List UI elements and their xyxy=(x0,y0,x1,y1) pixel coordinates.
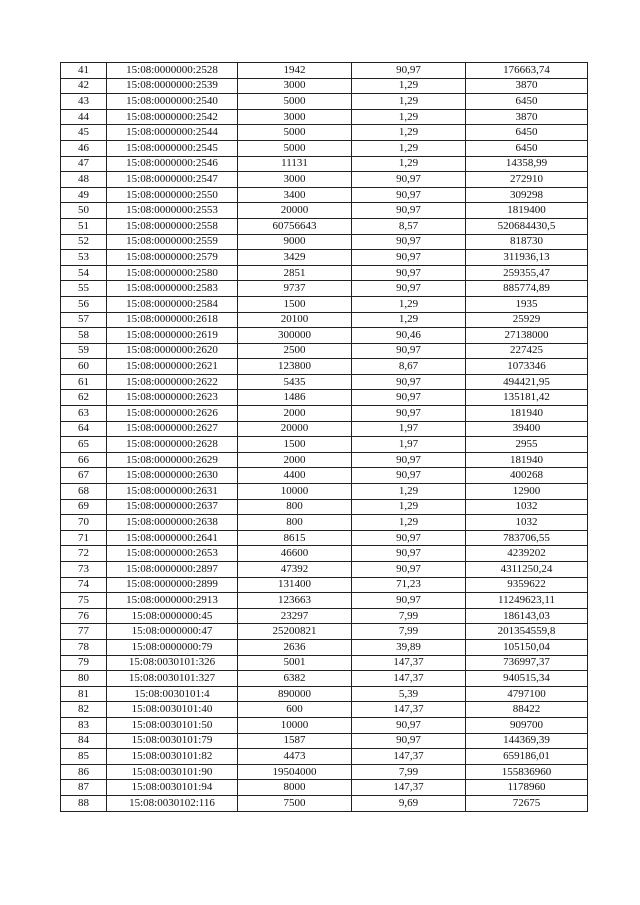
area-cell: 123800 xyxy=(238,359,352,375)
table-row xyxy=(61,406,588,422)
cadastral-number-cell: 15:08:0000000:2621 xyxy=(107,359,238,375)
table-row xyxy=(61,296,588,312)
row-number-cell: 77 xyxy=(61,624,107,640)
value-cell: 1073346 xyxy=(466,359,588,375)
rate-cell: 90,46 xyxy=(352,328,466,344)
cadastral-number-cell: 15:08:0000000:2627 xyxy=(107,421,238,437)
table-row xyxy=(61,281,588,297)
area-cell: 1500 xyxy=(238,437,352,453)
cadastral-number-cell: 15:08:0000000:2637 xyxy=(107,499,238,515)
table-row xyxy=(61,156,588,172)
area-cell: 8000 xyxy=(238,780,352,796)
table-row xyxy=(61,125,588,141)
table-row xyxy=(61,250,588,266)
table-row xyxy=(61,203,588,219)
value-cell: 3870 xyxy=(466,78,588,94)
row-number-cell: 60 xyxy=(61,359,107,375)
value-cell: 27138000 xyxy=(466,328,588,344)
rate-cell: 147,37 xyxy=(352,780,466,796)
rate-cell: 90,97 xyxy=(352,406,466,422)
value-cell: 155836960 xyxy=(466,764,588,780)
row-number-cell: 87 xyxy=(61,780,107,796)
table-row xyxy=(61,218,588,234)
row-number-cell: 72 xyxy=(61,546,107,562)
value-cell: 659186,01 xyxy=(466,749,588,765)
rate-cell: 1,29 xyxy=(352,156,466,172)
area-cell: 2851 xyxy=(238,265,352,281)
row-number-cell: 70 xyxy=(61,515,107,531)
area-cell: 1486 xyxy=(238,390,352,406)
row-number-cell: 69 xyxy=(61,499,107,515)
row-number-cell: 59 xyxy=(61,343,107,359)
row-number-cell: 49 xyxy=(61,187,107,203)
row-number-cell: 44 xyxy=(61,109,107,125)
row-number-cell: 46 xyxy=(61,140,107,156)
cadastral-number-cell: 15:08:0000000:2580 xyxy=(107,265,238,281)
table-row xyxy=(61,530,588,546)
area-cell: 1942 xyxy=(238,63,352,79)
table-row xyxy=(61,172,588,188)
cadastral-number-cell: 15:08:0030101:327 xyxy=(107,671,238,687)
rate-cell: 90,97 xyxy=(352,593,466,609)
cadastral-number-cell: 15:08:0000000:2579 xyxy=(107,250,238,266)
value-cell: 272910 xyxy=(466,172,588,188)
value-cell: 311936,13 xyxy=(466,250,588,266)
value-cell: 201354559,8 xyxy=(466,624,588,640)
cadastral-number-cell: 15:08:0000000:2584 xyxy=(107,296,238,312)
cadastral-number-cell: 15:08:0000000:2583 xyxy=(107,281,238,297)
table-row xyxy=(61,187,588,203)
rate-cell: 1,29 xyxy=(352,312,466,328)
area-cell: 2000 xyxy=(238,406,352,422)
rate-cell: 39,89 xyxy=(352,639,466,655)
rate-cell: 90,97 xyxy=(352,234,466,250)
value-cell: 940515,34 xyxy=(466,671,588,687)
rate-cell: 90,97 xyxy=(352,374,466,390)
rate-cell: 90,97 xyxy=(352,530,466,546)
rate-cell: 1,29 xyxy=(352,515,466,531)
row-number-cell: 74 xyxy=(61,577,107,593)
area-cell: 2500 xyxy=(238,343,352,359)
cadastral-number-cell: 15:08:0000000:2528 xyxy=(107,63,238,79)
value-cell: 11249623,11 xyxy=(466,593,588,609)
area-cell: 1587 xyxy=(238,733,352,749)
rate-cell: 1,97 xyxy=(352,437,466,453)
area-cell: 20100 xyxy=(238,312,352,328)
cadastral-number-cell: 15:08:0000000:2539 xyxy=(107,78,238,94)
area-cell: 20000 xyxy=(238,203,352,219)
cadastral-number-cell: 15:08:0000000:2630 xyxy=(107,468,238,484)
rate-cell: 1,29 xyxy=(352,94,466,110)
cadastral-number-cell: 15:08:0030101:79 xyxy=(107,733,238,749)
table-row xyxy=(61,468,588,484)
cadastral-number-cell: 15:08:0000000:2641 xyxy=(107,530,238,546)
rate-cell: 7,99 xyxy=(352,764,466,780)
value-cell: 12900 xyxy=(466,484,588,500)
table-row xyxy=(61,639,588,655)
area-cell: 10000 xyxy=(238,717,352,733)
rate-cell: 1,97 xyxy=(352,421,466,437)
cadastral-number-cell: 15:08:0000000:2626 xyxy=(107,406,238,422)
table-row xyxy=(61,624,588,640)
row-number-cell: 79 xyxy=(61,655,107,671)
cadastral-number-cell: 15:08:0000000:2638 xyxy=(107,515,238,531)
rate-cell: 90,97 xyxy=(352,343,466,359)
area-cell: 6382 xyxy=(238,671,352,687)
cadastral-number-cell: 15:08:0000000:2550 xyxy=(107,187,238,203)
table-row xyxy=(61,499,588,515)
table-row xyxy=(61,749,588,765)
rate-cell: 71,23 xyxy=(352,577,466,593)
cadastral-value-table xyxy=(60,62,588,812)
area-cell: 1500 xyxy=(238,296,352,312)
table-row xyxy=(61,764,588,780)
table-row xyxy=(61,328,588,344)
value-cell: 736997,37 xyxy=(466,655,588,671)
table-body xyxy=(61,63,588,812)
value-cell: 259355,47 xyxy=(466,265,588,281)
row-number-cell: 86 xyxy=(61,764,107,780)
area-cell: 9737 xyxy=(238,281,352,297)
area-cell: 19504000 xyxy=(238,764,352,780)
row-number-cell: 55 xyxy=(61,281,107,297)
value-cell: 105150,04 xyxy=(466,639,588,655)
value-cell: 14358,99 xyxy=(466,156,588,172)
area-cell: 5001 xyxy=(238,655,352,671)
rate-cell: 147,37 xyxy=(352,702,466,718)
row-number-cell: 73 xyxy=(61,562,107,578)
rate-cell: 90,97 xyxy=(352,562,466,578)
row-number-cell: 75 xyxy=(61,593,107,609)
rate-cell: 147,37 xyxy=(352,749,466,765)
rate-cell: 1,29 xyxy=(352,125,466,141)
rate-cell: 147,37 xyxy=(352,671,466,687)
table-row xyxy=(61,140,588,156)
cadastral-number-cell: 15:08:0000000:2897 xyxy=(107,562,238,578)
cadastral-number-cell: 15:08:0000000:2558 xyxy=(107,218,238,234)
value-cell: 227425 xyxy=(466,343,588,359)
area-cell: 5000 xyxy=(238,125,352,141)
value-cell: 144369,39 xyxy=(466,733,588,749)
rate-cell: 1,29 xyxy=(352,296,466,312)
rate-cell: 90,97 xyxy=(352,452,466,468)
area-cell: 47392 xyxy=(238,562,352,578)
value-cell: 39400 xyxy=(466,421,588,437)
area-cell: 10000 xyxy=(238,484,352,500)
row-number-cell: 68 xyxy=(61,484,107,500)
table-row xyxy=(61,265,588,281)
area-cell: 5000 xyxy=(238,140,352,156)
rate-cell: 90,97 xyxy=(352,717,466,733)
value-cell: 135181,42 xyxy=(466,390,588,406)
table-row xyxy=(61,655,588,671)
row-number-cell: 64 xyxy=(61,421,107,437)
area-cell: 800 xyxy=(238,515,352,531)
row-number-cell: 57 xyxy=(61,312,107,328)
cadastral-number-cell: 15:08:0000000:79 xyxy=(107,639,238,655)
cadastral-number-cell: 15:08:0000000:2623 xyxy=(107,390,238,406)
value-cell: 4239202 xyxy=(466,546,588,562)
table-row xyxy=(61,109,588,125)
area-cell: 3000 xyxy=(238,109,352,125)
table-row xyxy=(61,577,588,593)
table-row xyxy=(61,593,588,609)
row-number-cell: 50 xyxy=(61,203,107,219)
rate-cell: 90,97 xyxy=(352,390,466,406)
rate-cell: 1,29 xyxy=(352,499,466,515)
area-cell: 25200821 xyxy=(238,624,352,640)
table-row xyxy=(61,312,588,328)
table-row xyxy=(61,343,588,359)
area-cell: 3000 xyxy=(238,172,352,188)
table-row xyxy=(61,515,588,531)
row-number-cell: 63 xyxy=(61,406,107,422)
row-number-cell: 58 xyxy=(61,328,107,344)
value-cell: 1935 xyxy=(466,296,588,312)
cadastral-number-cell: 15:08:0030101:90 xyxy=(107,764,238,780)
cadastral-number-cell: 15:08:0000000:2619 xyxy=(107,328,238,344)
rate-cell: 1,29 xyxy=(352,109,466,125)
area-cell: 46600 xyxy=(238,546,352,562)
area-cell: 7500 xyxy=(238,795,352,811)
row-number-cell: 52 xyxy=(61,234,107,250)
cadastral-number-cell: 15:08:0000000:45 xyxy=(107,608,238,624)
table-row xyxy=(61,390,588,406)
value-cell: 6450 xyxy=(466,140,588,156)
row-number-cell: 48 xyxy=(61,172,107,188)
cadastral-number-cell: 15:08:0000000:2618 xyxy=(107,312,238,328)
value-cell: 176663,74 xyxy=(466,63,588,79)
row-number-cell: 45 xyxy=(61,125,107,141)
area-cell: 5000 xyxy=(238,94,352,110)
cadastral-number-cell: 15:08:0000000:2913 xyxy=(107,593,238,609)
row-number-cell: 82 xyxy=(61,702,107,718)
area-cell: 20000 xyxy=(238,421,352,437)
rate-cell: 7,99 xyxy=(352,624,466,640)
value-cell: 4311250,24 xyxy=(466,562,588,578)
value-cell: 25929 xyxy=(466,312,588,328)
value-cell: 9359622 xyxy=(466,577,588,593)
table-row xyxy=(61,671,588,687)
rate-cell: 1,29 xyxy=(352,78,466,94)
rate-cell: 90,97 xyxy=(352,265,466,281)
row-number-cell: 67 xyxy=(61,468,107,484)
value-cell: 181940 xyxy=(466,406,588,422)
rate-cell: 1,29 xyxy=(352,140,466,156)
value-cell: 6450 xyxy=(466,94,588,110)
rate-cell: 90,97 xyxy=(352,172,466,188)
value-cell: 186143,03 xyxy=(466,608,588,624)
cadastral-number-cell: 15:08:0030101:40 xyxy=(107,702,238,718)
area-cell: 9000 xyxy=(238,234,352,250)
rate-cell: 90,97 xyxy=(352,250,466,266)
rate-cell: 90,97 xyxy=(352,187,466,203)
rate-cell: 90,97 xyxy=(352,203,466,219)
row-number-cell: 47 xyxy=(61,156,107,172)
value-cell: 818730 xyxy=(466,234,588,250)
area-cell: 300000 xyxy=(238,328,352,344)
area-cell: 123663 xyxy=(238,593,352,609)
row-number-cell: 81 xyxy=(61,686,107,702)
value-cell: 1819400 xyxy=(466,203,588,219)
rate-cell: 90,97 xyxy=(352,63,466,79)
row-number-cell: 80 xyxy=(61,671,107,687)
cadastral-number-cell: 15:08:0000000:2547 xyxy=(107,172,238,188)
cadastral-number-cell: 15:08:0000000:2542 xyxy=(107,109,238,125)
row-number-cell: 43 xyxy=(61,94,107,110)
area-cell: 800 xyxy=(238,499,352,515)
cadastral-number-cell: 15:08:0000000:2631 xyxy=(107,484,238,500)
row-number-cell: 41 xyxy=(61,63,107,79)
cadastral-number-cell: 15:08:0030101:82 xyxy=(107,749,238,765)
cadastral-number-cell: 15:08:0000000:2553 xyxy=(107,203,238,219)
table-row xyxy=(61,452,588,468)
row-number-cell: 78 xyxy=(61,639,107,655)
table-row xyxy=(61,234,588,250)
value-cell: 88422 xyxy=(466,702,588,718)
cadastral-number-cell: 15:08:0000000:2628 xyxy=(107,437,238,453)
cadastral-number-cell: 15:08:0030102:116 xyxy=(107,795,238,811)
table-row xyxy=(61,421,588,437)
cadastral-number-cell: 15:08:0030101:94 xyxy=(107,780,238,796)
row-number-cell: 56 xyxy=(61,296,107,312)
row-number-cell: 66 xyxy=(61,452,107,468)
value-cell: 72675 xyxy=(466,795,588,811)
area-cell: 23297 xyxy=(238,608,352,624)
table-row xyxy=(61,484,588,500)
table-row xyxy=(61,686,588,702)
rate-cell: 9,69 xyxy=(352,795,466,811)
table-row xyxy=(61,717,588,733)
area-cell: 3400 xyxy=(238,187,352,203)
table-row xyxy=(61,374,588,390)
rate-cell: 8,57 xyxy=(352,218,466,234)
value-cell: 181940 xyxy=(466,452,588,468)
row-number-cell: 84 xyxy=(61,733,107,749)
table-row xyxy=(61,562,588,578)
value-cell: 6450 xyxy=(466,125,588,141)
rate-cell: 90,97 xyxy=(352,281,466,297)
row-number-cell: 42 xyxy=(61,78,107,94)
table-row xyxy=(61,780,588,796)
area-cell: 5435 xyxy=(238,374,352,390)
rate-cell: 7,99 xyxy=(352,608,466,624)
rate-cell: 90,97 xyxy=(352,733,466,749)
value-cell: 783706,55 xyxy=(466,530,588,546)
rate-cell: 5,39 xyxy=(352,686,466,702)
row-number-cell: 76 xyxy=(61,608,107,624)
rate-cell: 8,67 xyxy=(352,359,466,375)
value-cell: 1032 xyxy=(466,499,588,515)
table-row xyxy=(61,795,588,811)
cadastral-number-cell: 15:08:0000000:47 xyxy=(107,624,238,640)
table-row xyxy=(61,94,588,110)
row-number-cell: 54 xyxy=(61,265,107,281)
area-cell: 2636 xyxy=(238,639,352,655)
cadastral-number-cell: 15:08:0000000:2545 xyxy=(107,140,238,156)
table-row xyxy=(61,359,588,375)
row-number-cell: 53 xyxy=(61,250,107,266)
area-cell: 4473 xyxy=(238,749,352,765)
area-cell: 3429 xyxy=(238,250,352,266)
value-cell: 520684430,5 xyxy=(466,218,588,234)
row-number-cell: 83 xyxy=(61,717,107,733)
value-cell: 400268 xyxy=(466,468,588,484)
cadastral-number-cell: 15:08:0000000:2544 xyxy=(107,125,238,141)
table-row xyxy=(61,733,588,749)
table-row xyxy=(61,437,588,453)
cadastral-number-cell: 15:08:0000000:2540 xyxy=(107,94,238,110)
table-row xyxy=(61,702,588,718)
row-number-cell: 61 xyxy=(61,374,107,390)
rate-cell: 147,37 xyxy=(352,655,466,671)
cadastral-number-cell: 15:08:0030101:326 xyxy=(107,655,238,671)
cadastral-number-cell: 15:08:0030101:4 xyxy=(107,686,238,702)
cadastral-number-cell: 15:08:0000000:2559 xyxy=(107,234,238,250)
area-cell: 600 xyxy=(238,702,352,718)
row-number-cell: 88 xyxy=(61,795,107,811)
row-number-cell: 62 xyxy=(61,390,107,406)
value-cell: 885774,89 xyxy=(466,281,588,297)
cadastral-number-cell: 15:08:0000000:2622 xyxy=(107,374,238,390)
cadastral-number-cell: 15:08:0030101:50 xyxy=(107,717,238,733)
row-number-cell: 85 xyxy=(61,749,107,765)
value-cell: 4797100 xyxy=(466,686,588,702)
table-row xyxy=(61,546,588,562)
table-row xyxy=(61,608,588,624)
rate-cell: 90,97 xyxy=(352,546,466,562)
rate-cell: 1,29 xyxy=(352,484,466,500)
cadastral-number-cell: 15:08:0000000:2620 xyxy=(107,343,238,359)
value-cell: 1178960 xyxy=(466,780,588,796)
cadastral-number-cell: 15:08:0000000:2546 xyxy=(107,156,238,172)
area-cell: 2000 xyxy=(238,452,352,468)
value-cell: 2955 xyxy=(466,437,588,453)
value-cell: 3870 xyxy=(466,109,588,125)
area-cell: 11131 xyxy=(238,156,352,172)
rate-cell: 90,97 xyxy=(352,468,466,484)
area-cell: 4400 xyxy=(238,468,352,484)
cadastral-number-cell: 15:08:0000000:2653 xyxy=(107,546,238,562)
table-row xyxy=(61,63,588,79)
table-row xyxy=(61,78,588,94)
value-cell: 494421,95 xyxy=(466,374,588,390)
value-cell: 909700 xyxy=(466,717,588,733)
value-cell: 309298 xyxy=(466,187,588,203)
area-cell: 60756643 xyxy=(238,218,352,234)
row-number-cell: 65 xyxy=(61,437,107,453)
value-cell: 1032 xyxy=(466,515,588,531)
row-number-cell: 51 xyxy=(61,218,107,234)
area-cell: 3000 xyxy=(238,78,352,94)
cadastral-number-cell: 15:08:0000000:2629 xyxy=(107,452,238,468)
area-cell: 8615 xyxy=(238,530,352,546)
area-cell: 890000 xyxy=(238,686,352,702)
row-number-cell: 71 xyxy=(61,530,107,546)
area-cell: 131400 xyxy=(238,577,352,593)
cadastral-number-cell: 15:08:0000000:2899 xyxy=(107,577,238,593)
